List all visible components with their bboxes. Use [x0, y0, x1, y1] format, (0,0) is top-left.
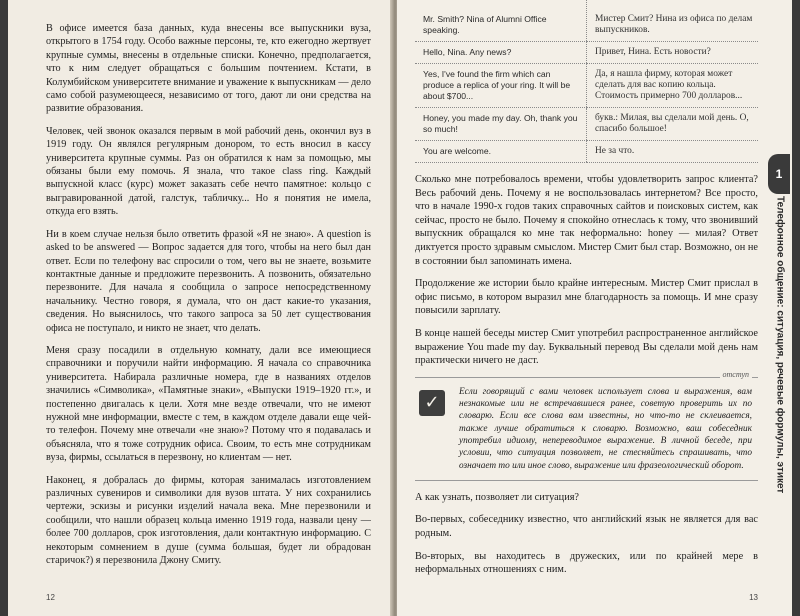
table-row	[415, 42, 758, 64]
right-page	[397, 0, 792, 616]
side-title-text: Телефонное общение: ситуация, речевые формулы, этикет	[774, 196, 786, 494]
english-line: Mr. Smith? Nina of Alumni Office speaking.	[415, 0, 587, 42]
english-line: Hello, Nina. Any news?	[415, 42, 587, 64]
russian-line: Привет, Нина. Есть новости?	[587, 42, 759, 64]
paragraph: Продолжение же истории было крайне интересным. Мистер Смит прислал в офис письмо, в котором выразил мне благодарность за помощь. И мне сразу повысили зарплату.	[415, 278, 758, 317]
checkmark-icon: ✓	[419, 390, 445, 416]
paragraph: Ни в коем случае нельзя было ответить фразой «Я не знаю». A question is asked to be answered — Вопрос задается для того, чтобы на него был дан ответ. Если по телефону вас спросили о том, чего вы не знаете, возьмите контактные данные и предложите перезвонить. А позвонить, обязательно перезвоните. Для начала я сообщила о запросе непосредственному начальнику. Честно говоря, я думала, что он даст какие-то указания, сведения. Но выяснилось, что такого запроса за 50 лет существования офиса не поступало, и никто не знает, что делать.	[46, 228, 371, 334]
tip-text: Если говорящий с вами человек использует слова и выражения, вам незнакомые или не встречавшиеся ранее, советую проверить их по словарю. Если все слова вам известны, но что-то не склеивается, также лучше обратиться к словарю. Возможно, ваш собеседник употребил идиому, непереводимое выражение. В личной беседе, при условии, что ситуация позволяет, не стесняйтесь спрашивать, что означает то или иное слово, выражение или фразеологический оборот.	[459, 386, 752, 471]
page-number: 13	[749, 593, 758, 602]
paragraph: Во-первых, собеседнику известно, что английский язык не является для вас родным.	[415, 514, 758, 539]
left-page	[8, 0, 393, 616]
tip-tag: отступ	[720, 370, 752, 379]
table-row	[415, 141, 758, 163]
english-line: Honey, you made my day. Oh, thank you so much!	[415, 108, 587, 141]
table-row	[415, 0, 758, 42]
table-row	[415, 64, 758, 108]
side-running-title	[772, 196, 788, 596]
russian-line: Не за что.	[587, 141, 759, 163]
paragraph: Наконец, я добралась до фирмы, которая занималась изготовлением различных сувениров и символики для вузов штата. У них сохранились чертежи, эскизы и рисунки изделий начала века. Мне перезвонили и сообщили, что нашли образец кольца именно 1919 года, назвали цену — более 700 долларов, срок изготовления, дали контактную информацию. С некоторым сомнением в душе (сумма большая, будет ли обрадован старичок?) я перезвонила Джону Смиту.	[46, 474, 371, 567]
tip-box	[415, 369, 758, 481]
russian-line: Да, я нашла фирму, которая может сделать для вас копию кольца. Стоимость примерно 700 долларов...	[587, 64, 759, 108]
paragraph: В конце нашей беседы мистер Смит употребил распространенное английское выражение You made my day. Буквальный перевод Вы сделали мой день нам практически ничего не даст.	[415, 327, 758, 367]
paragraph: В офисе имеется база данных, куда внесены все выпускники вуза, открытого в 1754 году. Особо важные персоны, те, кто ежегодно жертвует крупные суммы, внесены в отдельные списки. Конечно, предполагается, что к ним следует обращаться с большим почтением. Кстати, в Колумбийском университете внимание и уважение к выпускникам — дело само собой разумеющееся, независимо от того, дают ли они средства на развитие образования.	[46, 23, 371, 115]
paragraph: А как узнать, позволяет ли ситуация?	[415, 491, 580, 503]
paragraph: Сколько мне потребовалось времени, чтобы удовлетворить запрос клиента? Весь рабочий день. Почему я не воспользовалась интернетом? Все просто, что в начале 1990-х годов таких справочных сайтов и поисковых систем, как сейчас, просто не было. Почему я спокойно отнеслась к тому, что звонивший выпускник обращался ко мне так неформально: honey — милая? Ответ диктуется просто здравым смыслом. Мистер Смит был стар. Возможно, он не в состоянии был запоминать имена.	[415, 174, 758, 267]
page-number: 12	[46, 593, 55, 602]
english-line: Yes, I've found the firm which can produce a replica of your ring. It will be about $700...	[415, 64, 587, 108]
chapter-tab: 1	[768, 154, 790, 194]
paragraph: Во-вторых, вы находитесь в дружеских, или по крайней мере в неформальных отношениях с ним.	[415, 550, 758, 576]
russian-line: Мистер Смит? Нина из офиса по делам выпускников.	[587, 0, 759, 42]
paragraph: Меня сразу посадили в отдельную комнату, дали все имеющиеся справочники и поручили найти информацию. Я начала со справочника университета. Набирала различные номера, где в названиях отделов значились «Символика», «Памятные знаки», «Выпуски 1919–1920 гг.», и постепенно двигалась к цели. Хотя мне везде отвечали, что не имеют нужной мне информации, вместе с тем, в каждом отделе давали еще чей-то телефон. Почему мне отвечали «не знаю»? Потому что я подавалась и объясняла, что я тоже сотрудник офиса. Своим, то есть мне сотрудникам вуза, фирмы, ссылаться в перезвону, но клиентам — нет.	[46, 344, 371, 464]
english-line: You are welcome.	[415, 141, 587, 163]
dialogue-table	[415, 0, 758, 163]
table-row	[415, 108, 758, 141]
russian-line: букв.: Милая, вы сделали мой день. О, спасибо большое!	[587, 108, 759, 141]
paragraph: Человек, чей звонок оказался первым в мой рабочий день, окончил вуз в 1919 году. Он являлся регулярным донором, то есть вносил в кассу университета крупные суммы. Раз он обратился к нам за помощью, мы обязаны были ему помочь. Я знала, что такое class ring. Каждый выпускной класс (курс) может заказать себе нечто памятное: кольцо с выгравированной датой, галстук, табличку... Но я понятия не имела, откуда его взять.	[46, 125, 371, 218]
